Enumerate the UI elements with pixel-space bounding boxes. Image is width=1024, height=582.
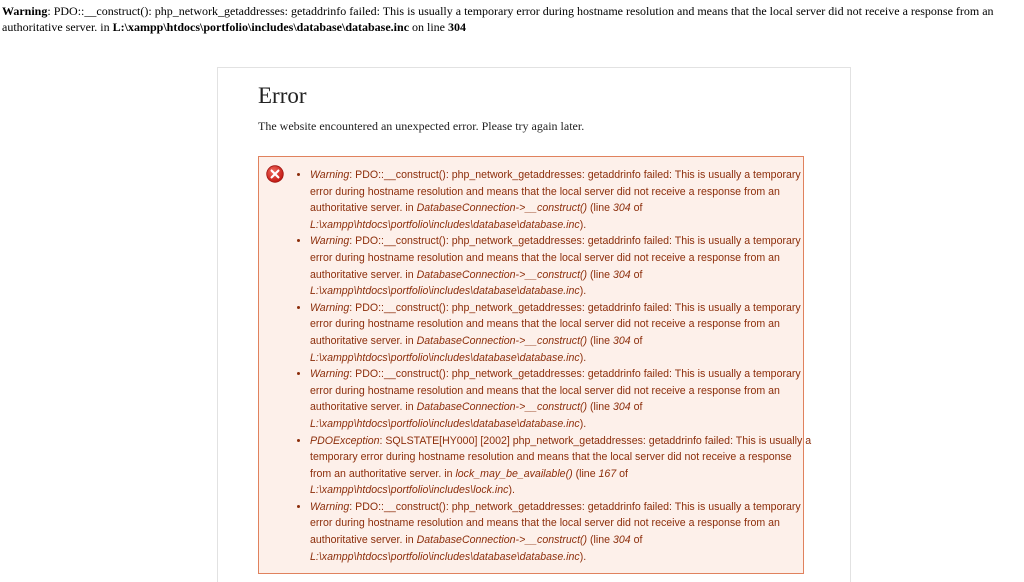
message-suffix: ).: [579, 218, 587, 231]
message-line: 167: [598, 467, 617, 480]
message-suffix: ).: [579, 351, 587, 364]
message-file: L:\xampp\htdocs\portfolio\includes\lock.inc: [310, 484, 509, 497]
error-message-item: [310, 167, 815, 233]
error-panel: [217, 67, 851, 582]
message-suffix: ).: [508, 484, 515, 497]
message-type: Warning: [310, 301, 350, 314]
message-file-prefix: of: [630, 268, 643, 281]
message-file: L:\xampp\htdocs\portfolio\includes\database\database.inc: [310, 351, 580, 364]
message-line-prefix: (line: [587, 334, 613, 347]
message-file-prefix: of: [630, 534, 643, 547]
error-message-list: [294, 167, 815, 565]
message-function: DatabaseConnection->__construct(): [416, 534, 588, 547]
message-suffix: ).: [579, 550, 587, 563]
message-type: Warning: [310, 235, 350, 248]
message-line: 304: [612, 202, 631, 215]
message-type: PDOException: [310, 434, 380, 447]
error-message-item: [310, 300, 815, 366]
warning-colon: :: [47, 4, 54, 18]
message-file: L:\xampp\htdocs\portfolio\includes\database\database.inc: [310, 550, 580, 563]
message-file: L:\xampp\htdocs\portfolio\includes\database\database.inc: [310, 417, 580, 430]
message-line-prefix: (line: [587, 202, 613, 215]
message-file-prefix: of: [630, 334, 643, 347]
message-text: : PDO::__construct(): php_network_getaddresses: getaddrinfo failed: This is usually a temporary error during hostname resolution and means that the local server did not receive a response from an authoritative server. in: [310, 301, 801, 347]
message-line-prefix: (line: [587, 534, 613, 547]
message-function: DatabaseConnection->__construct(): [416, 334, 588, 347]
message-function: DatabaseConnection->__construct(): [416, 202, 588, 215]
message-function: DatabaseConnection->__construct(): [416, 268, 588, 281]
page-title: Error: [258, 83, 307, 108]
warning-on-line: on line: [409, 20, 449, 34]
error-circle-x-icon: [266, 165, 284, 183]
message-type: Warning: [310, 169, 350, 181]
warning-message: PDO::__construct(): php_network_getaddresses: getaddrinfo failed: This is usually a temporary error during hostname resolution and means that the local server did not receive a response from an authoritative server. in: [2, 4, 994, 34]
message-function: DatabaseConnection->__construct(): [416, 401, 588, 414]
warning-file: L:\xampp\htdocs\portfolio\includes\database\database.inc: [112, 20, 410, 34]
message-line: 304: [612, 534, 631, 547]
message-function: lock_may_be_available(): [455, 467, 573, 480]
message-line-prefix: (line: [587, 401, 613, 414]
message-line-prefix: (line: [572, 467, 599, 480]
php-warning-banner: [2, 3, 1020, 35]
message-file: L:\xampp\htdocs\portfolio\includes\database\database.inc: [310, 218, 580, 231]
error-message-item: [310, 499, 815, 565]
message-file-prefix: of: [630, 202, 643, 215]
message-type: Warning: [310, 368, 350, 381]
message-file-prefix: of: [616, 467, 628, 480]
message-line: 304: [612, 401, 631, 414]
error-message-item: [310, 433, 815, 499]
warning-line: 304: [448, 20, 467, 34]
message-text: : PDO::__construct(): php_network_getaddresses: getaddrinfo failed: This is usually a temporary error during hostname resolution and means that the local server did not receive a response from an authoritative server. in: [310, 500, 801, 547]
warning-label: Warning: [2, 4, 48, 18]
error-messages-box: [258, 156, 812, 574]
error-message-item: [310, 366, 815, 432]
message-line-prefix: (line: [587, 268, 613, 281]
message-text: : PDO::__construct(): php_network_getaddresses: getaddrinfo failed: This is usually a temporary error during hostname resolution and means that the local server did not receive a response from an authoritative server. in: [310, 368, 801, 414]
message-file-prefix: of: [630, 401, 643, 414]
message-text: : PDO::__construct(): php_network_getaddresses: getaddrinfo failed: This is usually a temporary error during hostname resolution and means that the local server did not receive a response from an authoritative server. in: [310, 169, 801, 215]
message-text: : SQLSTATE[HY000] [2002] php_network_getaddresses: getaddrinfo failed: This is usually a temporary error during hostname resolution and means that the local server did not receive a response from an authoritative server. in: [310, 434, 812, 480]
message-suffix: ).: [579, 417, 587, 430]
message-type: Warning: [310, 500, 350, 513]
message-line: 304: [612, 268, 631, 281]
message-file: L:\xampp\htdocs\portfolio\includes\database\database.inc: [310, 285, 580, 298]
message-suffix: ).: [579, 285, 587, 298]
message-line: 304: [612, 334, 631, 347]
message-text: : PDO::__construct(): php_network_getaddresses: getaddrinfo failed: This is usually a temporary error during hostname resolution and means that the local server did not receive a response from an authoritative server. in: [310, 235, 801, 281]
page-description: The website encountered an unexpected error. Please try again later.: [258, 119, 585, 133]
error-message-item: [310, 233, 815, 299]
